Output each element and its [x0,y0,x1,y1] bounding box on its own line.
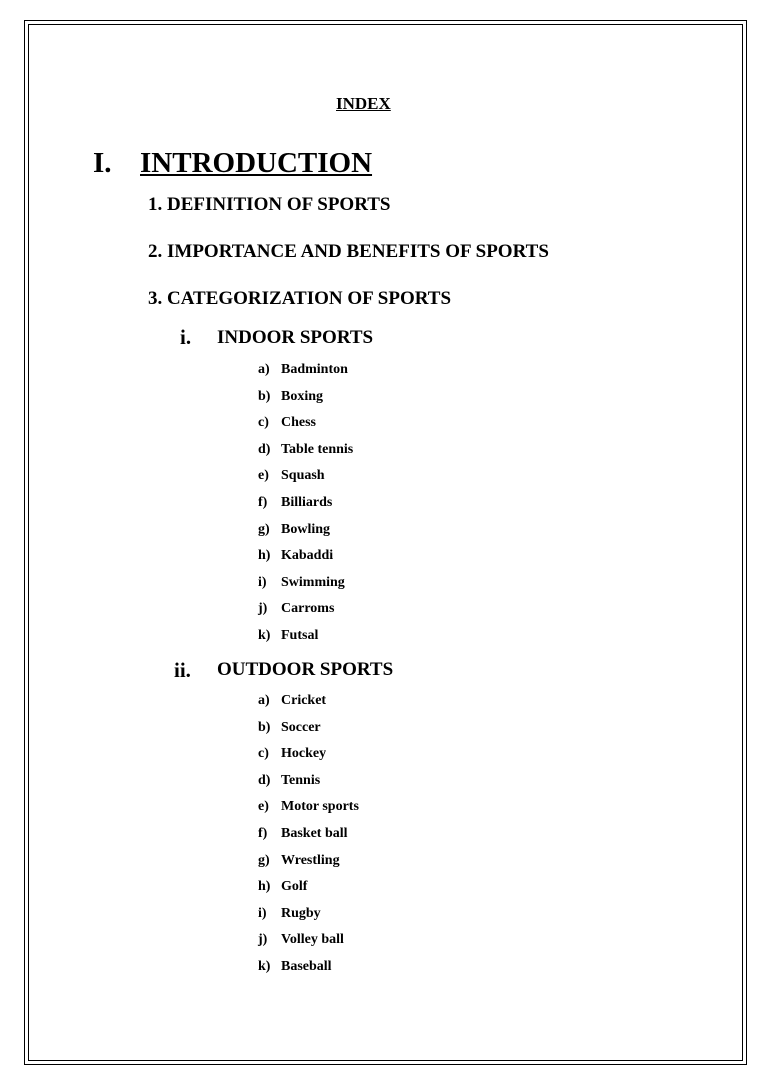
list-item-label: h) [258,879,271,895]
list-item-text: Swimming [281,574,345,590]
list-item [258,959,332,975]
list-item-text: Carroms [281,601,335,617]
list-item-text: Golf [281,879,308,895]
list-item-text: Baseball [281,959,332,974]
list-item-label: h) [258,548,271,564]
list-item-text: Soccer [281,719,321,735]
section-categorization: 3. CATEGORIZATION OF SPORTS [148,288,452,309]
list-item-text: Chess [281,415,317,431]
list-item [258,601,334,617]
list-item [258,799,359,815]
list-item-text: Kabaddi [281,548,334,564]
list-item-text: Motor sports [281,799,359,815]
list-item-text: Basket ball [281,826,348,841]
list-item [258,389,323,405]
outdoor-heading: OUTDOOR SPORTS [217,659,394,680]
list-item-label: b) [258,719,271,735]
list-item-label: b) [258,388,271,404]
list-item [258,442,353,458]
list-item-text: Cricket [281,693,327,708]
list-item-label: j) [258,932,268,948]
list-item [258,362,348,378]
list-item-label: i) [258,574,267,590]
list-item-label: c) [258,746,269,762]
list-item-label: g) [258,521,270,537]
list-item [258,548,333,564]
section-definition: 1. DEFINITION OF SPORTS [148,194,391,215]
list-item [258,468,325,484]
chapter-numeral: I. [93,147,112,179]
list-item-label: j) [258,601,268,617]
list-item [258,746,326,762]
list-item [258,879,307,895]
list-item-text: Futsal [281,628,319,643]
list-item [258,906,321,922]
list-item-text: Hockey [281,746,327,762]
list-item-label: k) [258,628,271,643]
list-item-label: k) [258,959,271,974]
list-item [258,575,345,591]
list-item [258,932,344,948]
indoor-numeral: i. [180,325,192,349]
list-item-label: a) [258,693,270,708]
list-item [258,628,318,644]
list-item [258,693,326,709]
list-item-text: Badminton [281,362,348,377]
list-item [258,522,330,538]
index-title: INDEX [336,94,391,113]
list-item [258,826,348,842]
list-item-text: Bowling [281,521,331,537]
list-item-label: e) [258,799,269,815]
list-item [258,773,320,789]
list-item [258,495,332,511]
list-item-text: Boxing [281,388,324,404]
list-item-text: Rugby [281,905,321,921]
list-item-text: Volley ball [281,932,344,948]
chapter-heading: INTRODUCTION [140,147,373,179]
list-item-label: i) [258,905,267,921]
list-item-label: a) [258,362,270,377]
list-item-text: Table tennis [281,441,354,457]
list-item-label: d) [258,441,271,457]
list-item [258,415,316,431]
list-item-label: d) [258,772,271,788]
list-item-text: Squash [281,468,325,484]
page-border-inner [28,24,743,1061]
list-item-label: e) [258,468,269,484]
outdoor-numeral: ii. [174,658,191,682]
list-item-text: Tennis [281,772,321,788]
list-item-label: c) [258,415,269,431]
list-item-label: g) [258,852,270,868]
indoor-heading: INDOOR SPORTS [217,327,374,348]
list-item-text: Billiards [281,495,333,510]
section-importance: 2. IMPORTANCE AND BENEFITS OF SPORTS [148,241,549,262]
list-item [258,720,321,736]
list-item-label: f) [258,495,268,510]
list-item-label: f) [258,826,268,841]
list-item [258,853,340,869]
list-item-text: Wrestling [281,852,340,868]
